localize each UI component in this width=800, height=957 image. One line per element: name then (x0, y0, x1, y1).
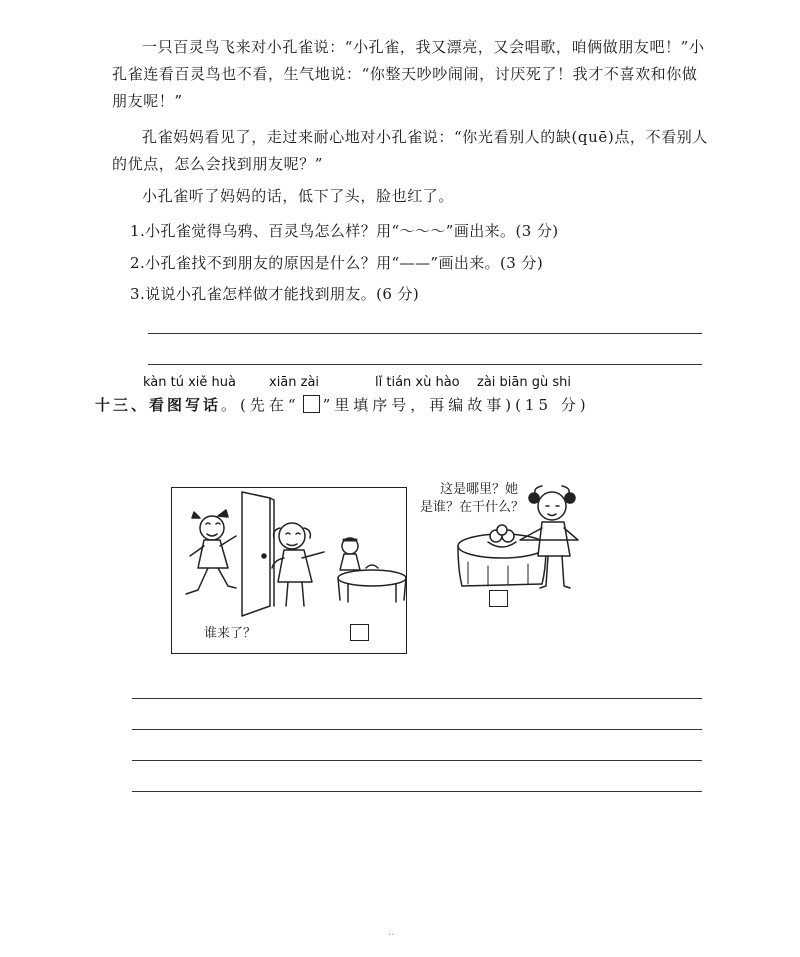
story-paragraph-3: 小孔雀听了妈妈的话，低下了头，脸也红了。 (142, 187, 455, 205)
writing-line-4[interactable] (132, 791, 702, 792)
section-heading: 看图写话 (149, 396, 222, 414)
sequence-box-picture-1[interactable] (350, 624, 369, 641)
writing-line-2[interactable] (132, 729, 702, 730)
picture-1-caption: 谁来了？ (204, 626, 257, 641)
example-sequence-box (303, 395, 320, 413)
writing-line-1[interactable] (132, 698, 702, 699)
pinyin-zai-bian-gu-shi: zài biān gù shi (477, 375, 571, 390)
question-1: 1.小孔雀觉得乌鸦、百灵鸟怎么样？用“～～～”画出来。(3 分) (130, 222, 559, 240)
sequence-box-picture-2[interactable] (489, 590, 508, 607)
picture-2-caption-line-2: 是谁？在干什么？ (420, 500, 525, 515)
story-paragraph-2: 孔雀妈妈看见了，走过来耐心地对小孔雀说：“你光看别人的缺(quē)点，不看别人的优点，怎么会找到朋友呢？” (112, 128, 708, 173)
picture-panel-1 (171, 487, 407, 654)
story-paragraph-1: 一只百灵鸟飞来对小孔雀说：“小孔雀，我又漂亮，又会唱歌，咱俩做朋友吧！”小孔雀连看百灵鸟也不看，生气地说：“你整天吵吵闹闹，讨厌死了！我才不喜欢和你做朋友呢！” (112, 38, 705, 110)
answer-line-q3-2[interactable] (148, 364, 702, 365)
section-instruction-suffix: ”里填序号，再编故事)(15 分) (322, 396, 590, 414)
question-3: 3.说说小孔雀怎样做才能找到朋友。(6 分) (130, 285, 420, 303)
section-instruction-prefix: 。(先在“ (221, 396, 300, 414)
section-13-title (95, 394, 590, 415)
page-mark: ·· (388, 930, 395, 941)
pinyin-xian-zai: xiān zài (269, 375, 320, 390)
picture-2-illustration (448, 476, 608, 596)
picture-2-caption-line-1: 这是哪里？她 (440, 482, 519, 497)
pinyin-kan-tu-xie-hua: kàn tú xiě huà (143, 375, 236, 390)
answer-line-q3-1[interactable] (148, 333, 702, 334)
writing-line-3[interactable] (132, 760, 702, 761)
section-number: 十三、 (95, 396, 150, 414)
pinyin-li-tian-xu-hao: lǐ tián xù hào (375, 375, 460, 390)
question-2: 2.小孔雀找不到朋友的原因是什么？用“——”画出来。(3 分) (130, 254, 544, 272)
